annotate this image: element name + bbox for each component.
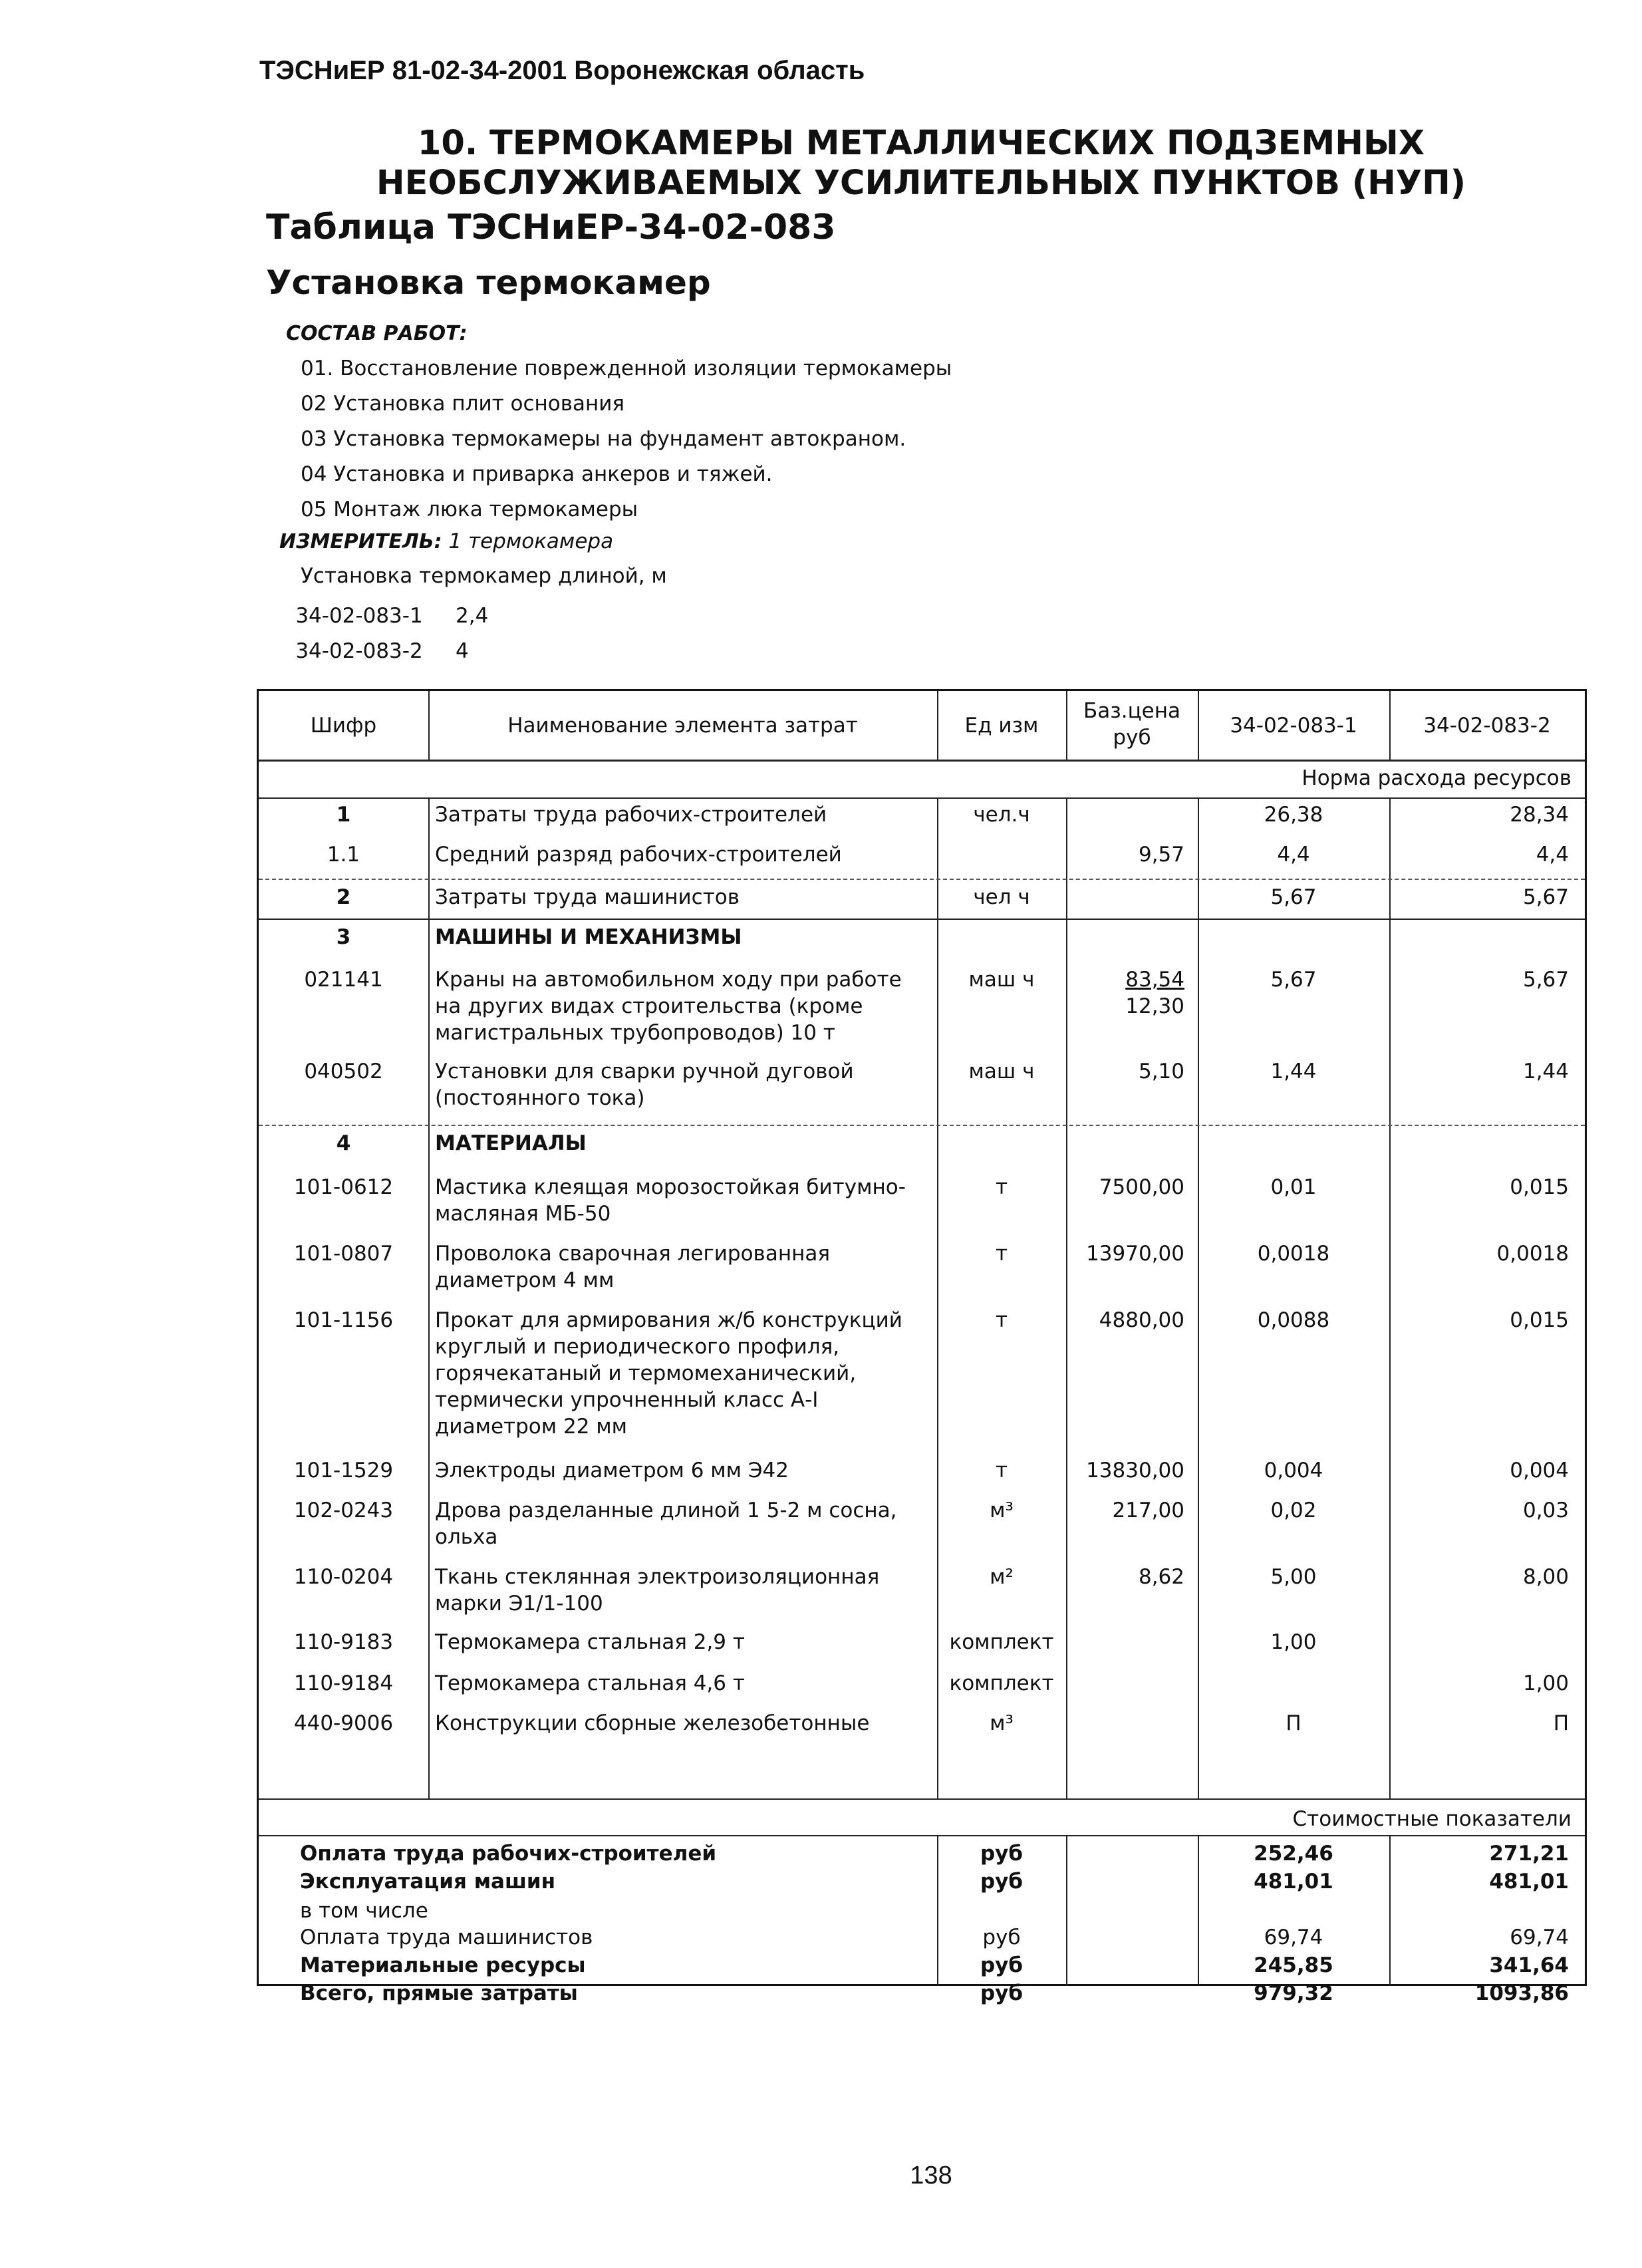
work-item: 03 Установка термокамеры на фундамент автокраном. xyxy=(301,427,906,451)
cost-unit: руб xyxy=(982,1925,1021,1949)
row-value2: 0,015 xyxy=(1510,1308,1569,1332)
row-code: 101-1156 xyxy=(293,1308,394,1332)
cost-name: Оплата труда рабочих-строителей xyxy=(300,1842,717,1866)
row-price: 13970,00 xyxy=(1086,1242,1184,1266)
cost-name: Эксплуатация машин xyxy=(300,1870,556,1894)
row-code: 1.1 xyxy=(327,843,360,867)
code: 34-02-083-1 xyxy=(295,604,423,628)
row-value1: 5,67 xyxy=(1270,968,1317,992)
row-name: Средний разряд рабочих-строителей xyxy=(435,843,842,867)
row-name: Установки для сварки ручной дуговой (постоянного тока) xyxy=(435,1060,854,1110)
header-shifr: Шифр xyxy=(310,714,377,738)
grid-line xyxy=(1389,797,1391,1798)
grid-line xyxy=(428,797,430,1798)
row-unit: чел ч xyxy=(973,885,1030,909)
row-code: 2 xyxy=(336,885,351,909)
row-code: 101-0612 xyxy=(293,1175,394,1199)
row-unit: маш ч xyxy=(968,968,1035,992)
measurement-unit-label: ИЗМЕРИТЕЛЬ: xyxy=(279,530,442,553)
grid-line xyxy=(1066,797,1067,1798)
row-price: 13830,00 xyxy=(1086,1459,1184,1483)
row-unit: т xyxy=(995,1459,1008,1483)
row-name: Мастика клеящая морозостойкая битумно-масляная МБ-50 xyxy=(435,1175,906,1226)
row-unit: комплект xyxy=(949,1671,1054,1695)
cost-value1: 481,01 xyxy=(1254,1870,1333,1894)
code-list xyxy=(263,599,488,669)
row-value2: 0,004 xyxy=(1510,1459,1569,1483)
grid-line xyxy=(259,1835,1585,1836)
row-unit: комплект xyxy=(949,1630,1054,1654)
work-composition-label: СОСТАВ РАБОТ: xyxy=(286,322,468,345)
grid-line xyxy=(259,797,1585,799)
resource-table xyxy=(257,689,1587,2005)
measurement-unit xyxy=(279,529,613,553)
row-unit: маш ч xyxy=(968,1060,1035,1083)
cost-unit: руб xyxy=(980,1870,1024,1894)
row-code: 110-9183 xyxy=(293,1630,394,1654)
row-code: 440-9006 xyxy=(293,1711,394,1735)
code: 34-02-083-2 xyxy=(295,639,423,663)
row-value2: 0,0018 xyxy=(1496,1242,1569,1266)
cost-note: в том числе xyxy=(300,1899,428,1923)
row-value2: 1,44 xyxy=(1522,1060,1569,1083)
cost-value1: 245,85 xyxy=(1254,1953,1333,1977)
cost-unit: руб xyxy=(980,1981,1024,2005)
header-unit: Ед изм xyxy=(964,714,1039,738)
cost-label: Стоимостные показатели xyxy=(1292,1807,1572,1831)
row-code: 110-9184 xyxy=(293,1671,394,1695)
row-value2: П xyxy=(1553,1711,1569,1735)
work-item: 05 Монтаж люка термокамеры xyxy=(301,497,638,521)
row-value2: 5,67 xyxy=(1522,885,1569,909)
row-value2: 4,4 xyxy=(1536,843,1569,867)
cost-value2: 69,74 xyxy=(1510,1925,1569,1949)
row-value1: 0,0088 xyxy=(1257,1308,1330,1332)
row-value2: 0,015 xyxy=(1510,1175,1569,1199)
row-unit: м² xyxy=(990,1565,1014,1589)
row-unit: м³ xyxy=(990,1498,1014,1522)
cost-value1: 252,46 xyxy=(1254,1842,1333,1866)
row-value1: 0,02 xyxy=(1270,1498,1317,1522)
row-name: Ткань стеклянная электроизоляционная марки Э1/1-100 xyxy=(435,1565,880,1616)
section-code: 4 xyxy=(336,1131,351,1155)
cost-unit: руб xyxy=(980,1842,1024,1866)
row-name: Конструкции сборные железобетонные xyxy=(435,1711,870,1735)
row-value1: 26,38 xyxy=(1264,803,1323,827)
table-subtitle: Установка термокамер xyxy=(266,263,711,302)
row-value2: 1,00 xyxy=(1522,1671,1569,1695)
grid-line xyxy=(1066,1835,1067,1985)
row-value2: 0,03 xyxy=(1522,1498,1569,1522)
cost-unit: руб xyxy=(980,1953,1024,1977)
cost-value2: 1093,86 xyxy=(1474,1981,1569,2005)
row-code: 102-0243 xyxy=(293,1498,394,1522)
header-name: Наименование элемента затрат xyxy=(507,714,858,738)
row-value1: 1,44 xyxy=(1270,1060,1317,1083)
cost-value1: 979,32 xyxy=(1254,1981,1333,2005)
page-number: 138 xyxy=(910,2162,952,2190)
row-price: 5,10 xyxy=(1138,1060,1184,1083)
row-name: Прокат для армирования ж/б конструкций круглый и периодического профиля, горячекатаный и термомеханический, термически упрочненный класс А-I диаметром 22 мм xyxy=(435,1308,902,1439)
row-unit: м³ xyxy=(990,1711,1014,1735)
header-col2: 34-02-083-2 xyxy=(1423,714,1551,738)
section-name: МАШИНЫ И МЕХАНИЗМЫ xyxy=(435,925,742,949)
table-title: Таблица ТЭСНиЕР-34-02-083 xyxy=(266,208,836,247)
row-value1: 5,00 xyxy=(1270,1565,1317,1589)
header-price-line2: руб xyxy=(1113,726,1151,750)
row-price: 9,57 xyxy=(1138,843,1184,867)
work-item: 01. Восстановление поврежденной изоляции термокамеры xyxy=(301,356,952,380)
row-code: 110-0204 xyxy=(293,1565,394,1589)
row-price: 217,00 xyxy=(1112,1498,1184,1522)
code-row xyxy=(263,599,488,634)
row-value1: 4,4 xyxy=(1277,843,1310,867)
row-unit: т xyxy=(995,1308,1008,1332)
measurement-unit-value: 1 термокамера xyxy=(448,529,614,553)
grid-line xyxy=(259,1125,1585,1126)
row-name: Затраты труда рабочих-строителей xyxy=(435,803,827,827)
row-name: Термокамера стальная 4,6 т xyxy=(435,1671,745,1695)
cost-name: Всего, прямые затраты xyxy=(300,1981,578,2005)
row-value1: 0,01 xyxy=(1270,1175,1317,1199)
grid-line xyxy=(259,919,1585,920)
row-code: 021141 xyxy=(304,968,383,992)
row-unit: чел.ч xyxy=(973,803,1030,827)
cost-value2: 481,01 xyxy=(1489,1870,1569,1894)
cost-value2: 271,21 xyxy=(1489,1842,1569,1866)
row-unit: т xyxy=(995,1175,1008,1199)
document-header: ТЭСНиЕР 81-02-34-2001 Воронежская область xyxy=(259,56,865,85)
row-name: Термокамера стальная 2,9 т xyxy=(435,1630,745,1654)
row-value2: 8,00 xyxy=(1522,1565,1569,1589)
row-code: 101-0807 xyxy=(293,1242,394,1266)
row-price: 7500,00 xyxy=(1099,1175,1184,1199)
work-item: 02 Установка плит основания xyxy=(301,392,625,416)
section-title-line2: НЕОБСЛУЖИВАЕМЫХ УСИЛИТЕЛЬНЫХ ПУНКТОВ (НУП) xyxy=(376,164,1466,203)
row-name: Дрова разделанные длиной 1 5-2 м сосна, ольха xyxy=(435,1498,897,1549)
row-value2: 28,34 xyxy=(1510,803,1569,827)
header-price-line1: Баз.цена xyxy=(1083,699,1181,723)
section-code: 3 xyxy=(336,925,351,949)
row-name: Краны на автомобильном ходу при работе на других видах строительства (кроме магистральных трубопроводов) 10 т xyxy=(435,968,902,1045)
norma-label: Норма расхода ресурсов xyxy=(1301,766,1572,790)
row-code: 1 xyxy=(336,803,351,827)
cost-value2: 341,64 xyxy=(1489,1953,1569,1977)
row-price: 83,54 xyxy=(1125,968,1184,992)
grid-line xyxy=(259,760,1585,762)
work-list xyxy=(301,351,952,527)
code-row xyxy=(263,634,488,669)
row-value1: 0,004 xyxy=(1264,1459,1323,1483)
row-price: 4880,00 xyxy=(1099,1308,1184,1332)
row-name: Электроды диаметром 6 мм Э42 xyxy=(435,1459,789,1483)
code-value: 4 xyxy=(456,639,469,663)
row-value1: 5,67 xyxy=(1270,885,1317,909)
work-item: 04 Установка и приварка анкеров и тяжей. xyxy=(301,462,773,486)
section-title xyxy=(259,124,1583,204)
header-col1: 34-02-083-1 xyxy=(1230,714,1357,738)
row-price: 8,62 xyxy=(1138,1565,1184,1589)
row-value1: П xyxy=(1286,1711,1301,1735)
cost-name: Материальные ресурсы xyxy=(300,1953,586,1977)
row-value2: 5,67 xyxy=(1522,968,1569,992)
section-name: МАТЕРИАЛЫ xyxy=(435,1131,587,1155)
grid-line xyxy=(259,879,1585,880)
row-unit: т xyxy=(995,1242,1008,1266)
row-code: 101-1529 xyxy=(293,1459,394,1483)
cost-value1: 69,74 xyxy=(1264,1925,1323,1949)
row-price-secondary: 12,30 xyxy=(1125,994,1184,1018)
row-value1: 1,00 xyxy=(1270,1630,1317,1654)
grid-line xyxy=(259,1798,1585,1800)
section-title-line1: 10. ТЕРМОКАМЕРЫ МЕТАЛЛИЧЕСКИХ ПОДЗЕМНЫХ xyxy=(417,124,1425,163)
row-name: Затраты труда машинистов xyxy=(435,885,740,909)
cost-name: Оплата труда машинистов xyxy=(300,1925,593,1949)
installation-note: Установка термокамер длиной, м xyxy=(301,564,667,588)
row-code: 040502 xyxy=(304,1060,383,1083)
row-name: Проволока сварочная легированная диаметром 4 мм xyxy=(435,1242,830,1292)
row-value1: 0,0018 xyxy=(1257,1242,1330,1266)
code-value: 2,4 xyxy=(456,604,489,628)
